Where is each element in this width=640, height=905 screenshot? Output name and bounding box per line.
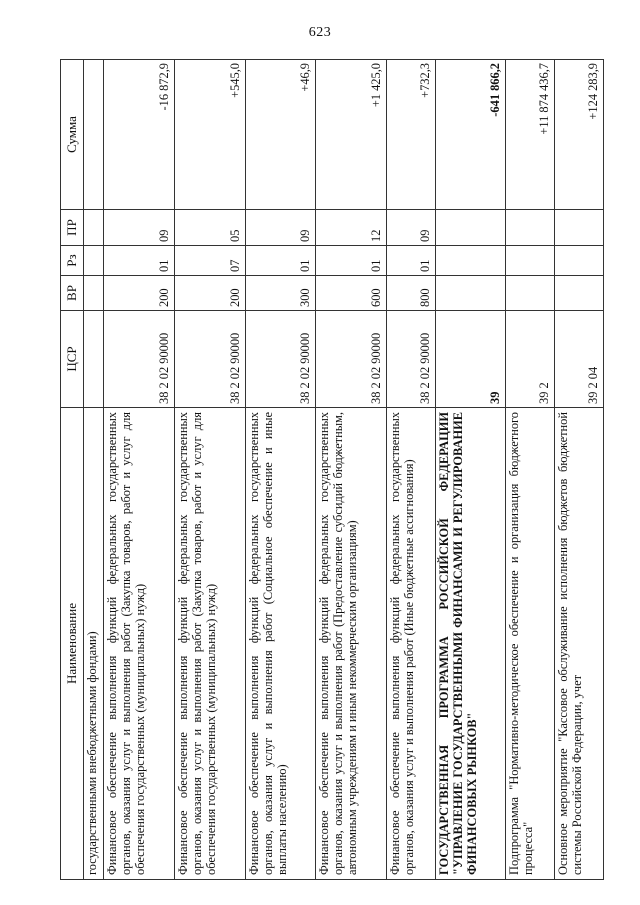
row-pr <box>435 210 506 246</box>
row-name: Финансовое обеспечение выполнения функций федеральных государственных органов, оказания услуг и выполнения работ (Закупка товаров, работ и услуг для обеспечения государственных (муниципальных) нужд) <box>174 408 245 880</box>
table-header-row <box>61 60 84 880</box>
table-row <box>245 60 316 880</box>
row-rz <box>435 246 506 276</box>
table-row <box>104 60 175 880</box>
row-sum: +124 283,9 <box>555 60 604 210</box>
row-rz <box>555 246 604 276</box>
row-pr <box>555 210 604 246</box>
row-vr: 200 <box>174 276 245 311</box>
row-pr: 12 <box>316 210 387 246</box>
row-sum: +11 874 436,7 <box>506 60 555 210</box>
table-row <box>506 60 555 880</box>
row-name: Финансовое обеспечение выполнения функций федеральных государственных органов, оказания услуг и выполнения работ (Социальное обеспечение и иные выплаты населению) <box>245 408 316 880</box>
row-csr: 38 2 02 90000 <box>245 311 316 408</box>
row-name: Подпрограмма "Нормативно-методическое обеспечение и организация бюджетного процесса" <box>506 408 555 880</box>
table-row <box>84 60 104 880</box>
table-row <box>174 60 245 880</box>
row-pr <box>84 210 104 246</box>
row-sum <box>84 60 104 210</box>
row-sum: -16 872,9 <box>104 60 175 210</box>
budget-table <box>60 59 604 880</box>
row-csr: 39 <box>435 311 506 408</box>
row-rz: 01 <box>245 246 316 276</box>
header-vr: ВР <box>61 276 84 311</box>
row-pr <box>506 210 555 246</box>
row-name: Финансовое обеспечение выполнения функций федеральных государственных органов, оказания услуг и выполнения работ (Предоставление субсидий бюджетным, автономным учреждениям и иным некоммерческим организациям) <box>316 408 387 880</box>
table-row <box>435 60 506 880</box>
row-sum: -641 866,2 <box>435 60 506 210</box>
row-rz <box>506 246 555 276</box>
header-sum: Сумма <box>61 60 84 210</box>
row-name: ГОСУДАРСТВЕННАЯ ПРОГРАММА РОССИЙСКОЙ ФЕДЕРАЦИИ "УПРАВЛЕНИЕ ГОСУДАРСТВЕННЫМИ ФИНАНСАМИ И РЕГУЛИРОВАНИЕ ФИНАНСОВЫХ РЫНКОВ" <box>435 408 506 880</box>
row-vr <box>506 276 555 311</box>
rotated-table-container <box>60 60 604 880</box>
row-name: Основное мероприятие "Кассовое обслуживание исполнения бюджетов бюджетной системы Российской Федерации, учет <box>555 408 604 880</box>
row-vr: 600 <box>316 276 387 311</box>
row-pr: 09 <box>245 210 316 246</box>
row-rz: 01 <box>387 246 436 276</box>
row-csr: 39 2 <box>506 311 555 408</box>
row-sum: +732,3 <box>387 60 436 210</box>
table-row <box>387 60 436 880</box>
row-vr <box>555 276 604 311</box>
header-rz: Рз <box>61 246 84 276</box>
row-csr: 38 2 02 90000 <box>316 311 387 408</box>
page-number: 623 <box>308 25 332 40</box>
row-vr <box>435 276 506 311</box>
row-rz: 01 <box>104 246 175 276</box>
row-csr: 39 2 04 <box>555 311 604 408</box>
row-sum: +545,0 <box>174 60 245 210</box>
row-rz: 07 <box>174 246 245 276</box>
row-name: государственными внебюджетными фондами) <box>84 408 104 880</box>
table-row <box>555 60 604 880</box>
row-vr: 300 <box>245 276 316 311</box>
row-pr: 05 <box>174 210 245 246</box>
row-pr: 09 <box>387 210 436 246</box>
row-rz <box>84 246 104 276</box>
row-sum: +1 425,0 <box>316 60 387 210</box>
row-pr: 09 <box>104 210 175 246</box>
row-vr <box>84 276 104 311</box>
table-row <box>316 60 387 880</box>
row-vr: 800 <box>387 276 436 311</box>
header-pr: ПР <box>61 210 84 246</box>
row-sum: +46,9 <box>245 60 316 210</box>
row-rz: 01 <box>316 246 387 276</box>
row-csr: 38 2 02 90000 <box>387 311 436 408</box>
row-csr <box>84 311 104 408</box>
row-csr: 38 2 02 90000 <box>104 311 175 408</box>
row-name: Финансовое обеспечение выполнения функций федеральных государственных органов, оказания услуг и выполнения работ (Закупка товаров, работ и услуг для обеспечения государственных (муниципальных) нужд) <box>104 408 175 880</box>
row-csr: 38 2 02 90000 <box>174 311 245 408</box>
header-csr: ЦСР <box>61 311 84 408</box>
row-vr: 200 <box>104 276 175 311</box>
row-name: Финансовое обеспечение выполнения функций федеральных государственных органов, оказания услуг и выполнения работ (Иные бюджетные ассигнования) <box>387 408 436 880</box>
header-name: Наименование <box>61 408 84 880</box>
